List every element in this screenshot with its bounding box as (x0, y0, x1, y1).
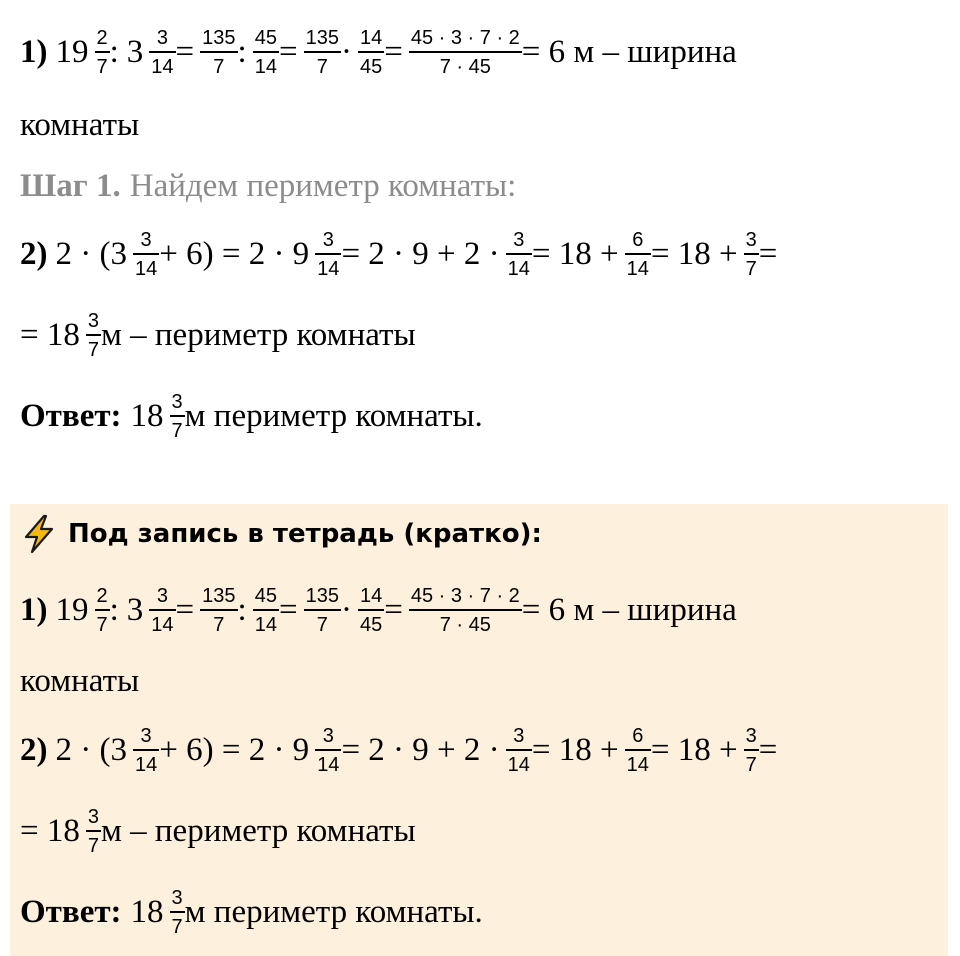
step-number: 1) (20, 33, 48, 70)
operator: : (237, 33, 247, 70)
fraction: $\frac{3}{14}$ (134, 724, 158, 776)
expression-part: = (758, 731, 778, 768)
expression-part: = 2 · 9 + 2 · (341, 731, 500, 768)
mixed-whole: 3 (126, 591, 144, 628)
fraction: $\frac{2}{7}$ (96, 26, 108, 78)
operator: = (175, 33, 195, 70)
operator: · (340, 591, 352, 628)
expression-part: = 18 (20, 316, 80, 353)
fraction: $\frac{3}{7}$ (87, 805, 99, 857)
note-answer-line (20, 882, 483, 942)
operator: = (384, 33, 403, 70)
fraction: $\frac{3}{14}$ (134, 228, 158, 280)
note-line-1-continued (20, 651, 139, 711)
fraction: $\frac{14}{45}$ (359, 26, 383, 78)
expression-part: = 18 + (650, 731, 738, 768)
operator: : (109, 33, 119, 70)
mixed-whole: 19 (55, 591, 89, 628)
step-text: Найдем периметр комнаты: (129, 167, 517, 204)
mixed-whole: 19 (55, 33, 89, 70)
fraction: $\frac{6}{14}$ (626, 724, 649, 776)
fraction: $\frac{3}{14}$ (317, 724, 340, 776)
solution-line-3 (20, 305, 416, 365)
fraction: $\frac{45}{14}$ (254, 26, 277, 78)
fraction: $\frac{3}{7}$ (171, 886, 183, 938)
answer-whole: 18 (130, 397, 164, 434)
fraction: $\frac{135}{7}$ (305, 26, 339, 78)
fraction: $\frac{45}{14}$ (254, 584, 277, 636)
fraction: $\frac{3}{14}$ (507, 724, 530, 776)
expression-part: = 18 + (531, 731, 619, 768)
solution-line-1 (20, 22, 737, 82)
result-text: = 6 м – ширина (521, 591, 737, 628)
operator: = (278, 33, 298, 70)
answer-text: м периметр комнаты. (184, 893, 483, 930)
fraction: $\frac{3}{7}$ (745, 724, 757, 776)
operator: : (109, 591, 119, 628)
answer-text: м периметр комнаты. (184, 397, 483, 434)
operator: = (175, 591, 195, 628)
answer-label: Ответ: (20, 893, 122, 930)
operator: = (278, 591, 298, 628)
operator: · (340, 33, 352, 70)
answer-label: Ответ: (20, 397, 122, 434)
operator: = (384, 591, 403, 628)
answer-whole: 18 (130, 893, 164, 930)
expression-part: = (758, 235, 778, 272)
note-title (20, 510, 542, 558)
fraction: $\frac{135}{7}$ (202, 26, 236, 78)
step-label: Шаг 1. (20, 167, 121, 204)
continuation-text: комнаты (20, 662, 140, 699)
mixed-whole: 3 (126, 33, 144, 70)
answer-line (20, 386, 483, 446)
expression-part: + 6) = 2 · 9 (159, 731, 310, 768)
note-line-3 (20, 801, 416, 861)
expression-part: = 18 + (531, 235, 619, 272)
fraction: $\frac{135}{7}$ (202, 584, 236, 636)
note-line-1 (20, 580, 737, 640)
fraction: $\frac{45 \cdot 3 \cdot 7 \cdot 2}{7 \cdot 45}$ (410, 584, 520, 636)
fraction: $\frac{2}{7}$ (96, 584, 108, 636)
fraction: $\frac{3}{7}$ (87, 309, 99, 361)
lightning-icon (20, 514, 58, 554)
expression-part: = 2 · 9 + 2 · (341, 235, 500, 272)
fraction: $\frac{3}{7}$ (171, 390, 183, 442)
step-number: 2) (20, 235, 48, 272)
expression-part: = 18 (20, 812, 80, 849)
expression-part: = 18 + (650, 235, 738, 272)
result-text: м – периметр комнаты (101, 316, 416, 353)
fraction: $\frac{135}{7}$ (305, 584, 339, 636)
fraction: $\frac{45 \cdot 3 \cdot 7 \cdot 2}{7 \cdot 45}$ (410, 26, 520, 78)
result-text: = 6 м – ширина (521, 33, 737, 70)
fraction: $\frac{3}{7}$ (745, 228, 757, 280)
step-number: 1) (20, 591, 48, 628)
note-title-text: Под запись в тетрадь (кратко): (68, 519, 542, 549)
step-number: 2) (20, 731, 48, 768)
fraction: $\frac{14}{45}$ (359, 584, 383, 636)
fraction: $\frac{6}{14}$ (626, 228, 649, 280)
fraction: $\frac{3}{14}$ (151, 26, 174, 78)
fraction: $\frac{3}{14}$ (317, 228, 340, 280)
continuation-text: комнаты (20, 106, 140, 143)
expression-part: 2 · (3 (55, 235, 127, 272)
operator: : (237, 591, 247, 628)
step-heading (20, 163, 516, 209)
fraction: $\frac{3}{14}$ (507, 228, 530, 280)
solution-line-2 (20, 224, 777, 284)
note-line-2 (20, 720, 777, 780)
expression-part: 2 · (3 (55, 731, 127, 768)
expression-part: + 6) = 2 · 9 (159, 235, 310, 272)
result-text: м – периметр комнаты (101, 812, 416, 849)
solution-line-1-continued (20, 95, 139, 155)
fraction: $\frac{3}{14}$ (151, 584, 174, 636)
